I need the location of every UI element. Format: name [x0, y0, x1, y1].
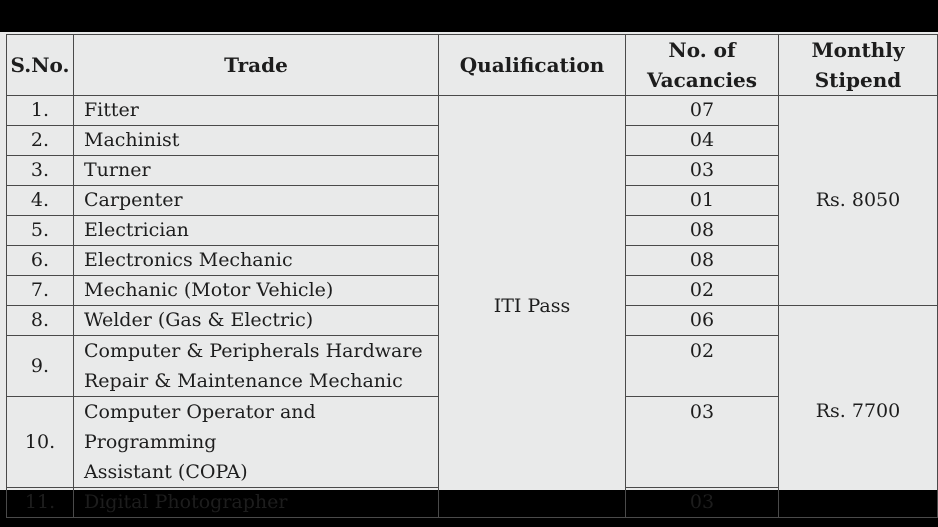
table-header-row	[7, 35, 938, 96]
row-sno: 4.	[7, 186, 74, 216]
row-trade: Carpenter	[74, 186, 439, 216]
row-sno: 5.	[7, 216, 74, 246]
row-sno: 3.	[7, 156, 74, 186]
row-sno: 1.	[7, 96, 74, 126]
row-vacancies: 03	[626, 156, 779, 186]
header-vacancies	[626, 35, 779, 96]
row-trade-line2: Repair & Maintenance Mechanic	[84, 370, 403, 392]
header-stipend	[779, 35, 938, 96]
row-trade: Turner	[74, 156, 439, 186]
row-vacancies: 08	[626, 216, 779, 246]
apprentice-vacancy-table	[6, 34, 938, 518]
header-qualification: Qualification	[439, 35, 626, 96]
header-stipend-line1: Monthly	[811, 38, 905, 62]
table-row	[7, 96, 938, 126]
row-trade: Fitter	[74, 96, 439, 126]
stipend-cell-2: Rs. 7700	[779, 306, 938, 518]
row-sno: 11.	[7, 488, 74, 518]
row-sno: 6.	[7, 246, 74, 276]
row-trade: Digital Photographer	[74, 488, 439, 518]
row-vacancies: 04	[626, 126, 779, 156]
row-trade	[74, 397, 439, 488]
row-trade	[74, 336, 439, 397]
row-trade: Electronics Mechanic	[74, 246, 439, 276]
row-trade: Welder (Gas & Electric)	[74, 306, 439, 336]
document-page	[0, 14, 938, 513]
row-trade-line1: Computer Operator and Programming	[84, 401, 316, 453]
row-vacancies: 07	[626, 96, 779, 126]
row-trade: Mechanic (Motor Vehicle)	[74, 276, 439, 306]
header-vacancies-line2: Vacancies	[646, 68, 758, 92]
row-trade: Machinist	[74, 126, 439, 156]
row-vacancies: 08	[626, 246, 779, 276]
stipend-cell-1: Rs. 8050	[779, 96, 938, 306]
row-sno: 7.	[7, 276, 74, 306]
header-vacancies-line1: No. of	[668, 38, 736, 62]
header-trade: Trade	[74, 35, 439, 96]
row-sno: 8.	[7, 306, 74, 336]
row-sno: 2.	[7, 126, 74, 156]
row-vacancies: 03	[626, 397, 779, 488]
row-trade-line1: Computer & Peripherals Hardware	[84, 340, 423, 362]
row-vacancies: 02	[626, 336, 779, 397]
row-vacancies: 03	[626, 488, 779, 518]
row-vacancies: 02	[626, 276, 779, 306]
header-sno: S.No.	[7, 35, 74, 96]
row-vacancies: 01	[626, 186, 779, 216]
row-trade: Electrician	[74, 216, 439, 246]
row-sno: 10.	[7, 397, 74, 488]
header-stipend-line2: Stipend	[814, 68, 902, 92]
top-border	[0, 14, 938, 32]
row-trade-line2: Assistant (COPA)	[84, 461, 248, 483]
row-vacancies: 06	[626, 306, 779, 336]
qualification-cell: ITI Pass	[439, 96, 626, 518]
row-sno: 9.	[7, 336, 74, 397]
